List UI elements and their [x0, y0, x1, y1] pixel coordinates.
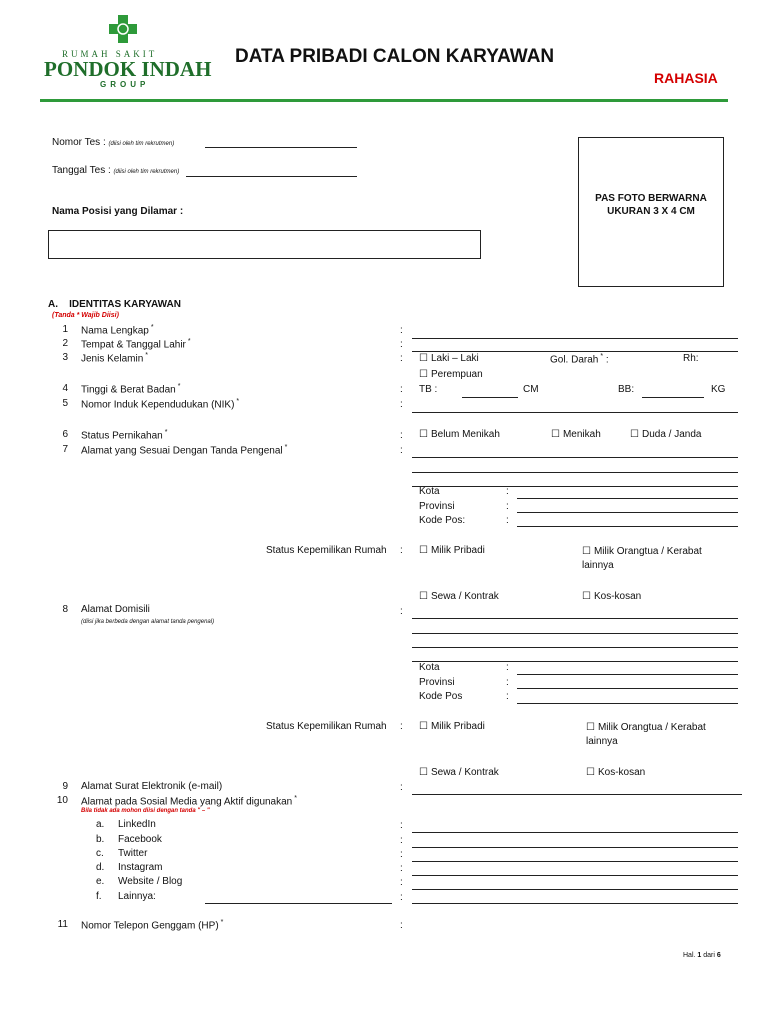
postal-label: Kode Pos: [419, 691, 463, 702]
item-8-number: 8: [62, 604, 68, 615]
test-number-label: Nomor Tes :: [52, 137, 106, 148]
item-4-label: Tinggi & Berat Badan: [81, 384, 176, 396]
gender-male-label: Laki – Laki: [430, 353, 479, 364]
email-line[interactable]: [412, 794, 742, 795]
colon: :: [400, 849, 403, 860]
header-divider: [40, 99, 728, 102]
social-line-other[interactable]: [412, 903, 738, 904]
province-line[interactable]: [517, 688, 738, 689]
checkbox-icon[interactable]: ☐: [582, 546, 591, 557]
checkbox-icon[interactable]: ☐: [419, 545, 428, 556]
photo-box: [578, 137, 724, 287]
item-7-label: Alamat yang Sesuai Dengan Tanda Pengenal: [81, 445, 283, 457]
item-4-label-wrap: [81, 383, 180, 395]
item-1-number: 1: [62, 324, 68, 335]
ownership-parents-option[interactable]: [582, 545, 702, 573]
colon: :: [400, 339, 403, 350]
required-star: *: [145, 352, 148, 359]
colon: :: [400, 820, 403, 831]
address-line-3[interactable]: [412, 486, 738, 487]
social-name: Twitter: [118, 848, 148, 859]
postal-label: Kode Pos:: [419, 515, 466, 526]
required-star: *: [177, 383, 181, 390]
item-5-line[interactable]: [412, 412, 738, 413]
marital-widowed-option[interactable]: [630, 429, 701, 440]
ownership-label: Status Kepemilikan Rumah: [266, 721, 387, 732]
province-label: Provinsi: [419, 501, 455, 512]
item-9-number: 9: [62, 781, 68, 792]
colon: :: [400, 384, 403, 395]
checkbox-icon[interactable]: ☐: [419, 369, 428, 380]
logo-top-text: RUMAH SAKIT: [62, 49, 158, 59]
checkbox-icon[interactable]: ☐: [419, 429, 428, 440]
colon: :: [506, 662, 509, 673]
colon: :: [506, 515, 509, 526]
marital-single-option[interactable]: [419, 429, 500, 440]
item-7-label-wrap: [81, 444, 287, 456]
rh-label: Rh:: [683, 353, 699, 364]
province-line[interactable]: [517, 512, 738, 513]
postal-line[interactable]: [517, 703, 738, 704]
city-line[interactable]: [517, 674, 738, 675]
item-1-label-wrap: [81, 324, 154, 336]
ownership-rent-label: Sewa / Kontrak: [430, 767, 499, 778]
checkbox-icon[interactable]: ☐: [582, 591, 591, 602]
page-current: 1: [697, 952, 702, 959]
domicile-line-2[interactable]: [412, 633, 738, 634]
item-1-line[interactable]: [412, 338, 738, 339]
colon: :: [400, 606, 403, 617]
required-star: *: [236, 398, 240, 405]
item-2-label-wrap: [81, 338, 191, 350]
colon: :: [400, 399, 403, 410]
required-star: *: [187, 338, 191, 345]
colon: :: [400, 835, 403, 846]
test-date-field: [52, 165, 179, 176]
colon: :: [400, 325, 403, 336]
colon: :: [605, 354, 609, 366]
ownership-others-label: lainnya: [586, 736, 618, 747]
page-title: DATA PRIBADI CALON KARYAWAN: [235, 46, 555, 67]
social-line-instagram[interactable]: [412, 875, 738, 876]
social-line-facebook[interactable]: [412, 847, 738, 848]
item-5-number: 5: [62, 398, 68, 409]
social-letter: d.: [96, 862, 105, 873]
item-6-number: 6: [62, 429, 68, 440]
position-input[interactable]: [48, 230, 481, 259]
checkbox-icon[interactable]: ☐: [419, 353, 428, 364]
social-letter: b.: [96, 834, 105, 845]
domicile-line-1[interactable]: [412, 618, 738, 619]
item-8-note: (diisi jika berbeda dengan alamat tanda pengenal): [81, 619, 215, 625]
ownership-rent-label: Sewa / Kontrak: [430, 591, 499, 602]
item-4-number: 4: [62, 383, 68, 394]
ownership-boarding-option[interactable]: [586, 767, 645, 778]
colon: :: [400, 920, 403, 931]
item-5-label: Nomor Induk Kependudukan (NIK): [81, 399, 235, 411]
social-line-twitter[interactable]: [412, 861, 738, 862]
section-a-title: A. IDENTITAS KARYAWAN: [48, 299, 181, 310]
social-line-linkedin[interactable]: [412, 832, 738, 833]
checkbox-icon[interactable]: ☐: [586, 767, 595, 778]
page-total: 6: [716, 952, 721, 959]
social-name: LinkedIn: [118, 819, 156, 830]
ownership-boarding-option[interactable]: [582, 591, 641, 602]
blood-type-field: [550, 353, 609, 365]
ownership-rent-option[interactable]: [419, 591, 499, 602]
required-star: *: [284, 444, 288, 451]
photo-line-2: UKURAN 3 X 4 CM: [607, 206, 695, 217]
checkbox-icon[interactable]: ☐: [630, 429, 639, 440]
item-11-label-wrap: [81, 919, 223, 931]
required-star: *: [220, 919, 224, 926]
item-11-number: 11: [57, 919, 68, 930]
colon: :: [400, 445, 403, 456]
ownership-parents-option[interactable]: [586, 721, 706, 749]
city-label: Kota: [419, 486, 440, 497]
tb-label: TB :: [419, 384, 438, 395]
test-number-note: (diisi oleh tim rekrutmen): [108, 141, 175, 147]
social-letter: e.: [96, 876, 105, 887]
colon: :: [400, 782, 403, 793]
item-11-label: Nomor Telepon Genggam (HP): [81, 920, 219, 932]
colon: :: [506, 486, 509, 497]
checkbox-icon[interactable]: ☐: [419, 721, 428, 732]
item-6-label: Status Pernikahan: [81, 430, 163, 442]
item-9-label: Alamat Surat Elektronik (e-mail): [81, 781, 223, 792]
photo-line-1: PAS FOTO BERWARNA: [595, 193, 707, 204]
ownership-parents-label: Milik Orangtua / Kerabat: [593, 546, 702, 557]
ownership-label: Status Kepemilikan Rumah: [266, 545, 387, 556]
postal-line[interactable]: [517, 526, 738, 527]
marital-single-label: Belum Menikah: [430, 429, 500, 440]
ownership-boarding-label: Kos-kosan: [597, 767, 646, 778]
ownership-own-label: Milik Pribadi: [430, 545, 485, 556]
photo-instructions: [579, 192, 723, 218]
page-of-label: dari: [703, 952, 715, 959]
item-6-label-wrap: [81, 429, 167, 441]
bb-label: BB:: [618, 384, 635, 395]
ownership-own-label: Milik Pribadi: [430, 721, 485, 732]
page-number: [683, 952, 721, 959]
required-star: *: [600, 353, 604, 360]
social-name: Lainnya:: [118, 891, 156, 902]
ownership-own-option[interactable]: [419, 721, 485, 732]
position-label: Nama Posisi yang Dilamar :: [52, 206, 184, 217]
gender-female-label: Perempuan: [430, 369, 483, 380]
item-7-number: 7: [62, 444, 68, 455]
blood-type-label: Gol. Darah: [550, 354, 599, 366]
confidential-label: RAHASIA: [654, 70, 718, 86]
ownership-parents-label: Milik Orangtua / Kerabat: [597, 722, 706, 733]
social-other-name-line[interactable]: [205, 903, 392, 904]
height-input-line[interactable]: [462, 397, 518, 398]
item-8-label: Alamat Domisili: [81, 604, 150, 615]
checkbox-icon[interactable]: ☐: [419, 767, 428, 778]
test-date-label: Tanggal Tes :: [52, 165, 111, 176]
city-line[interactable]: [517, 498, 738, 499]
ownership-boarding-label: Kos-kosan: [593, 591, 642, 602]
domicile-line-3[interactable]: [412, 647, 738, 648]
item-10-label: Alamat pada Sosial Media yang Aktif digunakan: [81, 796, 293, 808]
gender-female-option[interactable]: [419, 369, 483, 380]
address-line-1[interactable]: [412, 457, 738, 458]
cm-label: CM: [523, 384, 539, 395]
test-number-line[interactable]: [205, 147, 357, 148]
province-label: Provinsi: [419, 677, 455, 688]
social-name: Website / Blog: [118, 876, 183, 887]
item-3-label-wrap: [81, 352, 148, 364]
colon: :: [400, 892, 403, 903]
test-date-note: (diisi oleh tim rekrutmen): [113, 169, 180, 175]
logo: [40, 14, 212, 92]
item-10-number: 10: [56, 795, 68, 806]
social-letter: f.: [96, 891, 102, 902]
checkbox-icon[interactable]: ☐: [586, 722, 595, 733]
colon: :: [506, 677, 509, 688]
required-star: *: [164, 429, 168, 436]
social-letter: a.: [96, 819, 105, 830]
item-5-label-wrap: [81, 398, 239, 410]
item-2-line[interactable]: [412, 351, 738, 352]
social-letter: c.: [96, 848, 104, 859]
address-line-2[interactable]: [412, 472, 738, 473]
item-10-label-wrap: [81, 795, 297, 807]
required-note: (Tanda * Wajib Diisi): [52, 312, 119, 319]
page-hal-label: Hal.: [683, 952, 696, 959]
marital-widowed-label: Duda / Janda: [641, 429, 702, 440]
test-date-line[interactable]: [186, 176, 357, 177]
item-2-label: Tempat & Tanggal Lahir: [81, 339, 186, 351]
gender-male-option[interactable]: [419, 353, 479, 364]
item-10-note: Bila tidak ada mohon diisi dengan tanda " – ": [81, 808, 210, 814]
colon: :: [506, 691, 509, 702]
kg-label: KG: [711, 384, 726, 395]
required-star: *: [294, 795, 297, 802]
logo-bottom-text: GROUP: [100, 80, 150, 89]
weight-input-line[interactable]: [642, 397, 704, 398]
colon: :: [400, 545, 403, 556]
colon: :: [400, 863, 403, 874]
required-star: *: [150, 324, 154, 331]
colon: :: [506, 501, 509, 512]
marital-married-label: Menikah: [562, 429, 601, 440]
ownership-others-label: lainnya: [582, 560, 614, 571]
colon: :: [400, 430, 403, 441]
city-label: Kota: [419, 662, 440, 673]
colon: :: [400, 353, 403, 364]
item-3-number: 3: [62, 352, 68, 363]
checkbox-icon[interactable]: ☐: [419, 591, 428, 602]
social-name: Instagram: [118, 862, 163, 873]
colon: :: [400, 877, 403, 888]
cross-logo-icon: [108, 14, 138, 44]
checkbox-icon[interactable]: ☐: [551, 429, 560, 440]
ownership-own-option[interactable]: [419, 545, 485, 556]
marital-married-option[interactable]: [551, 429, 601, 440]
logo-main-text: PONDOK INDAH: [44, 57, 212, 81]
domicile-line-4[interactable]: [412, 661, 738, 662]
colon: :: [400, 721, 403, 732]
item-2-number: 2: [62, 338, 68, 349]
item-1-label: Nama Lengkap: [81, 325, 149, 337]
test-number-field: [52, 137, 174, 148]
item-3-label: Jenis Kelamin: [81, 353, 144, 365]
social-line-website[interactable]: [412, 889, 738, 890]
ownership-rent-option[interactable]: [419, 767, 499, 778]
social-name: Facebook: [118, 834, 162, 845]
